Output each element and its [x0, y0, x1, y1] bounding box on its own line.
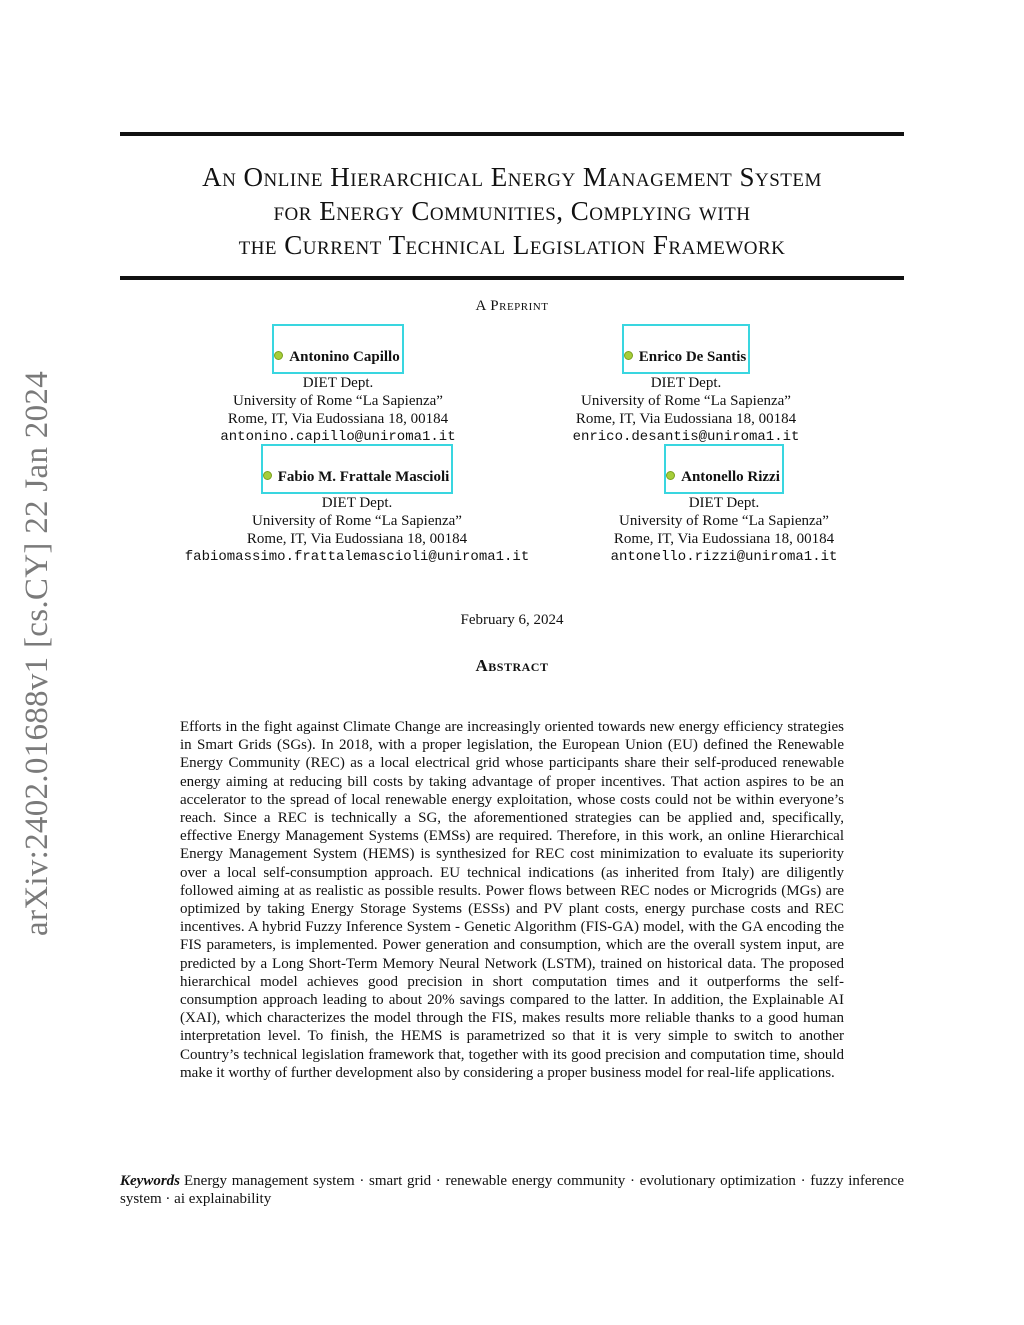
- abstract-heading: Abstract: [475, 656, 549, 675]
- paper-title: [120, 160, 904, 262]
- author-block: [200, 324, 476, 446]
- author-address: Rome, IT, Via Eudossiana 18, 00184: [246, 531, 468, 547]
- author-name-link[interactable]: [261, 444, 454, 494]
- author-address: Rome, IT, Via Eudossiana 18, 00184: [575, 411, 797, 427]
- publication-date: February 6, 2024: [460, 612, 564, 628]
- orcid-icon[interactable]: [263, 471, 272, 480]
- author-block: [170, 444, 544, 566]
- title-top-rule: [120, 132, 904, 136]
- author-dept: DIET Dept.: [302, 375, 374, 391]
- title-line-1: An Online Hierarchical Energy Management System: [202, 162, 822, 192]
- author-name: Antonello Rizzi: [681, 469, 780, 485]
- author-email[interactable]: antonello.rizzi@uniroma1.it: [610, 549, 838, 565]
- keywords: [120, 1172, 904, 1208]
- author-university: University of Rome “La Sapienza”: [252, 513, 462, 529]
- author-name: Enrico De Santis: [638, 349, 747, 365]
- abstract-text: Efforts in the fight against Climate Change are increasingly oriented towards new energy efficiency strategies in Smart Grids (SGs). In 2018, with a proper legislation, the European Union (EU) defined the Renewable Energy Community (REC) as a local electrical grid whose participants share their self-produced renewable energy aiming at reducing bill costs by taking advantage of proper incentives. That action aspires to be an accelerator to the spread of local renewable energy exploitation, whose costs could not be within everyone’s reach. Since a REC is technically a SG, the aforementioned strategies can be applied and, specifically, effective Energy Management Systems (EMSs) are required. Therefore, in this work, an online Hierarchical Energy Management System (HEMS) is synthesized for REC cost minimization to evaluate its superiority over a local self-consumption approach. EU technical indications (as inherited from Italy) are diligently followed aiming at as realistic as possible results. Power flows between REC nodes or Microgrids (MGs) are optimized by taking Energy Storage Systems (ESSs) and PV plant costs, energy purchase costs and REC incentives. A hybrid Fuzzy Inference System - Genetic Algorithm (FIS-GA) model, with the GA encoding the FIS parameters, is implemented. Power generation and consumption, which are the overall system input, are predicted by a Long Short-Term Memory Neural Network (LSTM), trained on historical data. The proposed hierarchical model achieves good precision in short computation times and it outperforms the self-consumption approach leading to about 20% savings compared to the latter. In addition, the Explainable AI (XAI), which characterizes the model through the FIS, makes results more reliable thanks to a good human interpretation level. To finish, the HEMS is parametrized so that it is very simple to switch to another Country’s technical legislation framework that, together with its good precision and computation time, should make it worthy of further development also by considering a proper business model for real-life applications.: [180, 719, 844, 1081]
- author-name: Fabio M. Frattale Mascioli: [277, 469, 450, 485]
- author-dept: DIET Dept.: [321, 495, 393, 511]
- author-email[interactable]: fabiomassimo.frattalemascioli@uniroma1.it: [184, 549, 530, 565]
- author-dept: DIET Dept.: [688, 495, 760, 511]
- author-block: [548, 324, 824, 446]
- author-address: Rome, IT, Via Eudossiana 18, 00184: [613, 531, 835, 547]
- author-email[interactable]: enrico.desantis@uniroma1.it: [572, 429, 800, 445]
- author-university: University of Rome “La Sapienza”: [619, 513, 829, 529]
- keywords-text: Energy management system · smart grid · renewable energy community · evolutionary optimization · fuzzy inference system · ai explainability: [120, 1173, 904, 1208]
- orcid-icon[interactable]: [274, 351, 283, 360]
- author-name-link[interactable]: [272, 324, 403, 374]
- author-dept: DIET Dept.: [650, 375, 722, 391]
- author-address: Rome, IT, Via Eudossiana 18, 00184: [227, 411, 449, 427]
- author-university: University of Rome “La Sapienza”: [233, 393, 443, 409]
- author-name-link[interactable]: [664, 444, 784, 494]
- author-name-link[interactable]: [622, 324, 751, 374]
- title-line-2: for Energy Communities, Complying with: [273, 196, 751, 226]
- author-email[interactable]: antonino.capillo@uniroma1.it: [220, 429, 456, 445]
- author-name: Antonino Capillo: [289, 349, 400, 365]
- author-block: [596, 444, 852, 566]
- author-university: University of Rome “La Sapienza”: [581, 393, 791, 409]
- title-line-3: the Current Technical Legislation Framework: [238, 230, 786, 260]
- orcid-icon[interactable]: [666, 471, 675, 480]
- arxiv-side-stamp: arXiv:2402.01688v1 [cs.CY] 22 Jan 2024: [19, 370, 55, 936]
- title-bottom-rule: [120, 276, 904, 280]
- keywords-label: Keywords: [120, 1173, 180, 1189]
- preprint-label: A Preprint: [475, 298, 549, 314]
- orcid-icon[interactable]: [624, 351, 633, 360]
